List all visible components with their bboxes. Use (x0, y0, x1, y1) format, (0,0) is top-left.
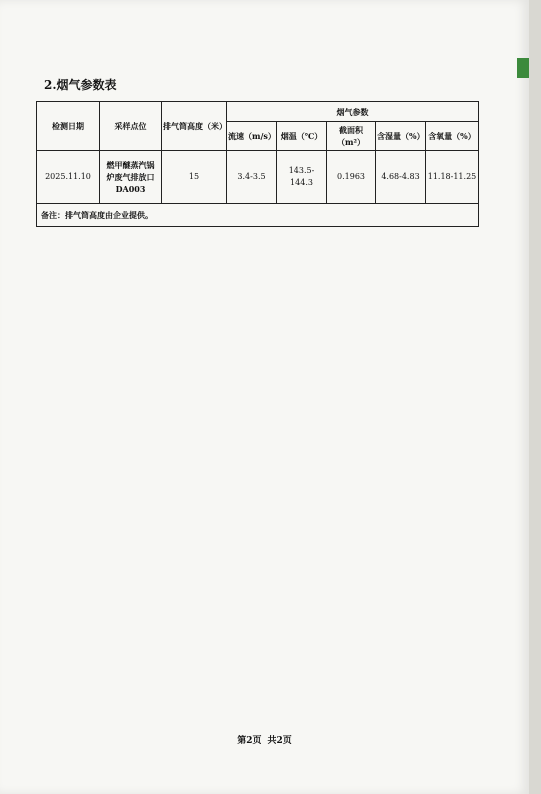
cell-date: 2025.11.10 (37, 151, 100, 204)
smoke-parameter-table (36, 101, 479, 227)
location-line-3: DA003 (115, 184, 146, 194)
header-flow: 流速（m/s） (227, 122, 277, 151)
header-oxygen: 含氧量（%） (426, 122, 479, 151)
table-row (37, 151, 479, 204)
header-smoke-params: 烟气参数 (227, 102, 479, 122)
header-date: 检测日期 (37, 102, 100, 151)
page-total: 共2页 (267, 736, 292, 746)
location-line-2: 炉废气排放口 (106, 172, 155, 182)
cell-temp: 143.5-144.3 (277, 151, 327, 204)
cell-flow: 3.4-3.5 (227, 151, 277, 204)
location-line-1: 燃甲醚蒸汽锅 (106, 160, 155, 170)
page-footer (0, 733, 529, 746)
header-stack-height: 排气筒高度（米） (162, 102, 227, 151)
cell-humidity: 4.68-4.83 (376, 151, 426, 204)
cell-area: 0.1963 (327, 151, 376, 204)
header-humidity: 含湿量（%） (376, 122, 426, 151)
cell-location (100, 151, 162, 204)
section-title: 2.烟气参数表 (44, 78, 117, 92)
header-temp: 烟温（℃） (277, 122, 327, 151)
table-note: 备注：排气筒高度由企业提供。 (37, 204, 479, 227)
header-area: 截面积（m²） (327, 122, 376, 151)
header-location: 采样点位 (100, 102, 162, 151)
page-number: 第2页 (237, 736, 262, 746)
cell-oxygen: 11.18-11.25 (426, 151, 479, 204)
cell-stack-height: 15 (162, 151, 227, 204)
page-edge-tab (517, 58, 529, 78)
